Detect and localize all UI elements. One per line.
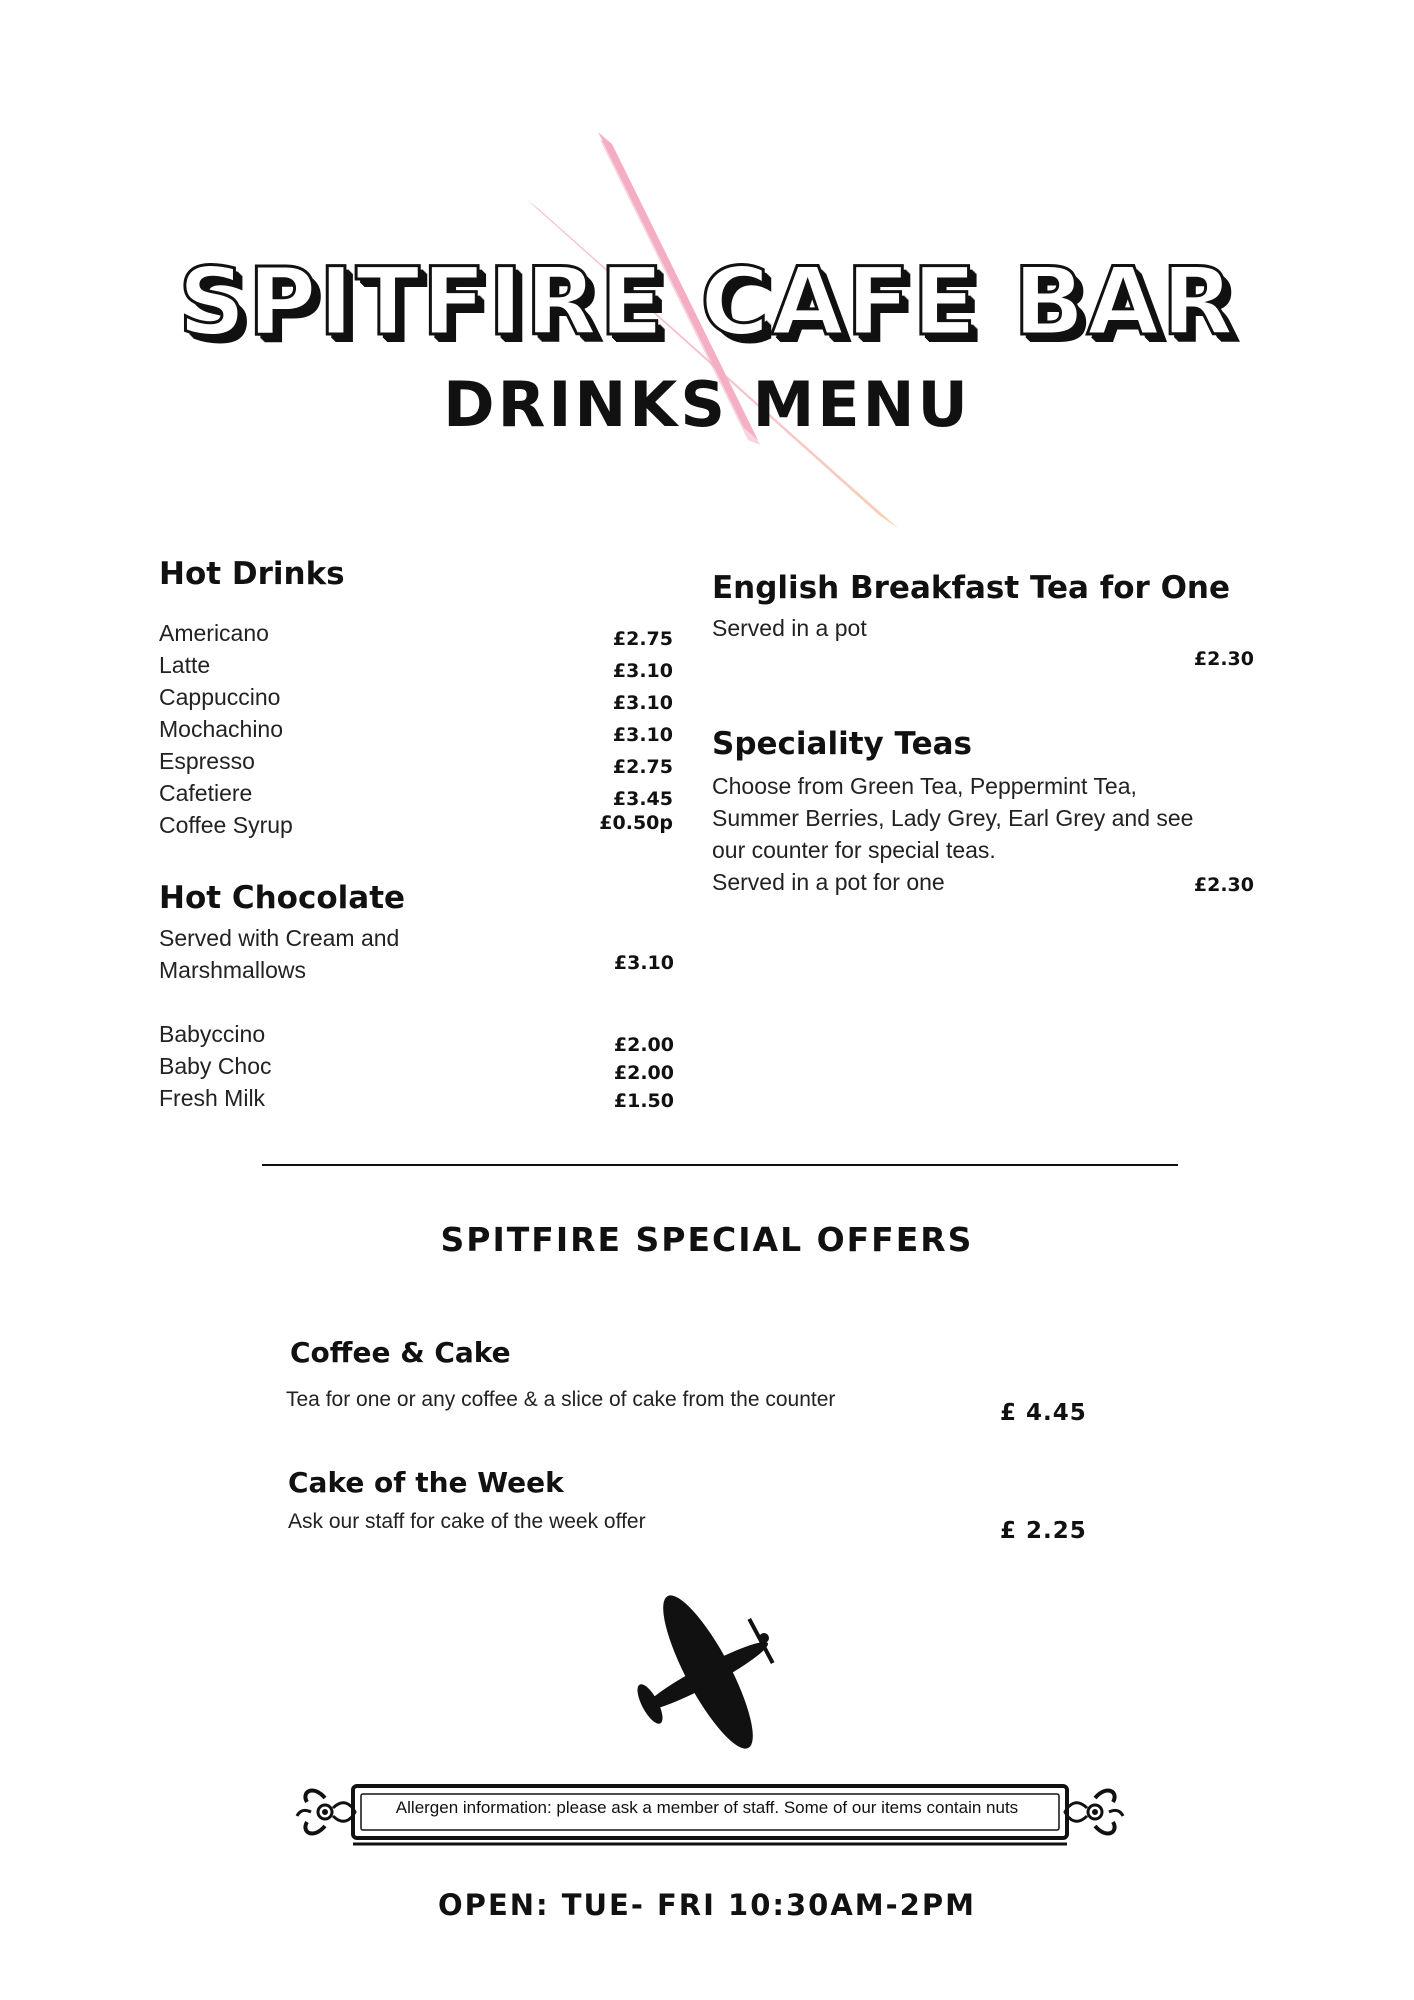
list-item	[159, 748, 679, 780]
coffee-cake-description: Tea for one or any coffee & a slice of cake from the counter	[286, 1388, 836, 1411]
item-price: £2.75	[612, 756, 673, 778]
flourish-ornament-icon	[1065, 1790, 1123, 1833]
item-price: £3.45	[612, 788, 673, 810]
english-tea-description: Served in a pot	[712, 615, 867, 641]
cake-of-week-price: £ 2.25	[1000, 1518, 1087, 1544]
speciality-teas-line: Served in a pot for one	[712, 869, 945, 895]
item-name: Americano	[159, 620, 269, 646]
hot-chocolate-price: £3.10	[613, 952, 674, 974]
opening-hours: OPEN: TUE- FRI 10:30AM-2PM	[438, 1888, 976, 1922]
list-item	[159, 780, 679, 812]
hot-chocolate-desc-line: Served with Cream and	[159, 925, 400, 951]
coffee-cake-title: Coffee & Cake	[290, 1336, 511, 1369]
list-item	[159, 812, 679, 844]
hot-chocolate-description	[159, 922, 399, 986]
spitfire-plane-icon	[628, 1580, 788, 1760]
speciality-teas-heading: Speciality Teas	[712, 726, 972, 762]
speciality-teas-price: £2.30	[1193, 874, 1254, 896]
cake-of-week-description: Ask our staff for cake of the week offer	[288, 1510, 646, 1533]
item-name: Cafetiere	[159, 780, 253, 806]
section-divider	[262, 1164, 1178, 1166]
speciality-teas-description	[712, 770, 1193, 898]
cake-of-week-title: Cake of the Week	[288, 1466, 564, 1499]
list-item	[159, 716, 679, 748]
list-item	[159, 652, 679, 684]
cafe-title: SPITFIRE CAFE BAR	[178, 248, 1236, 357]
hot-drinks-heading: Hot Drinks	[159, 556, 345, 592]
hot-chocolate-desc-line: Marshmallows	[159, 957, 306, 983]
small-drinks-list	[159, 1018, 272, 1114]
special-offers-heading: SPITFIRE SPECIAL OFFERS	[440, 1220, 974, 1259]
item-price: £3.10	[612, 692, 673, 714]
item-price: £3.10	[612, 660, 673, 682]
speciality-teas-line: Summer Berries, Lady Grey, Earl Grey and see	[712, 805, 1194, 831]
list-item: Baby Choc	[159, 1053, 272, 1079]
list-item: Fresh Milk	[159, 1085, 266, 1111]
item-name: Cappuccino	[159, 684, 281, 710]
item-price: £2.00	[613, 1034, 674, 1056]
list-item: Babyccino	[159, 1021, 266, 1047]
item-name: Latte	[159, 652, 211, 678]
english-tea-heading: English Breakfast Tea for One	[712, 570, 1231, 606]
menu-subtitle: DRINKS MENU	[443, 368, 971, 441]
item-name: Espresso	[159, 748, 255, 774]
coffee-cake-price: £ 4.45	[1000, 1400, 1087, 1426]
allergen-notice: Allergen information: please ask a member of staff. Some of our items contain nuts	[395, 1798, 1019, 1817]
item-name: Mochachino	[159, 716, 284, 742]
speciality-teas-line: Choose from Green Tea, Peppermint Tea,	[712, 773, 1137, 799]
item-price: £3.10	[612, 724, 673, 746]
english-tea-price: £2.30	[1193, 648, 1254, 670]
list-item	[159, 684, 679, 716]
speciality-teas-line: our counter for special teas.	[712, 837, 996, 863]
allergen-banner-frame	[295, 1778, 1125, 1858]
item-price: £0.50p	[599, 812, 673, 834]
item-price: £2.75	[612, 628, 673, 650]
hot-drinks-list	[159, 620, 679, 844]
hot-chocolate-heading: Hot Chocolate	[159, 880, 406, 916]
item-price: £1.50	[613, 1090, 674, 1112]
flourish-ornament-icon	[297, 1790, 355, 1833]
list-item	[159, 620, 679, 652]
item-name: Coffee Syrup	[159, 812, 293, 838]
item-price: £2.00	[613, 1062, 674, 1084]
